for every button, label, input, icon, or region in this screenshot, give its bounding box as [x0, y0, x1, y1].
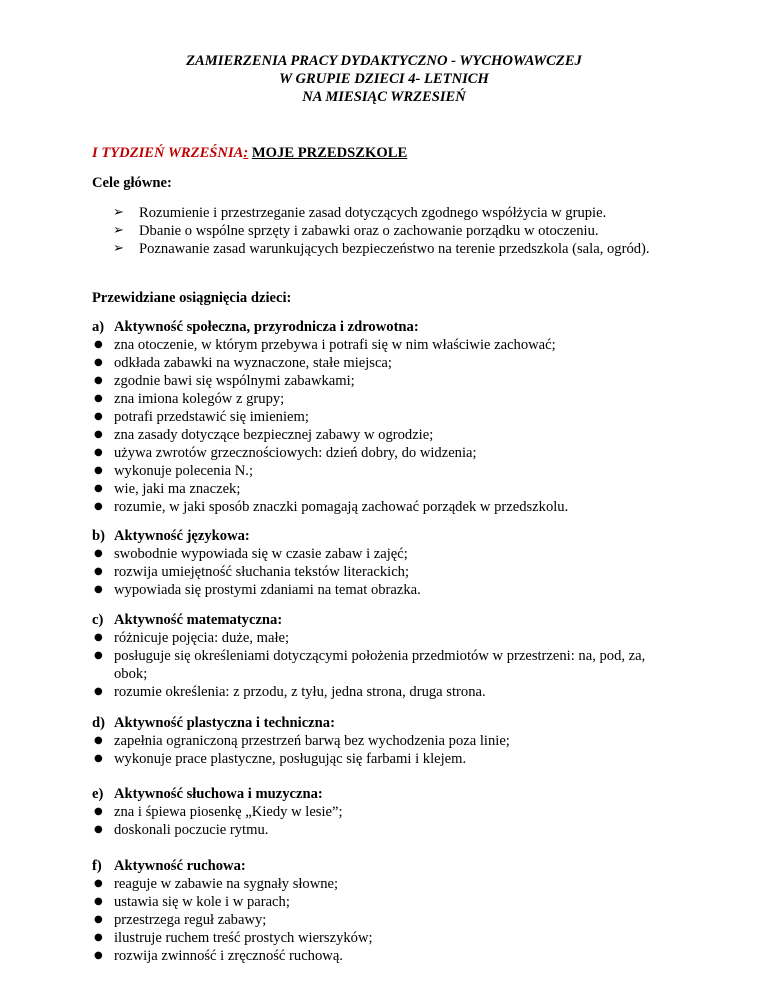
list-item: ● wykonuje polecenia N.; [94, 463, 254, 479]
list-item: ● rozumie, w jaki sposób znaczki pomagają zachować porządek w przedszkolu. [94, 499, 569, 515]
list-item: ● doskonali poczucie rytmu. [94, 822, 269, 838]
section-list [92, 336, 672, 516]
bullet-icon: ● [94, 753, 103, 764]
list-item: ● różnicuje pojęcia: duże, małe; [94, 630, 290, 646]
list-item: ● zna imiona kolegów z grupy; [94, 391, 285, 407]
bullet-icon: ● [94, 878, 103, 889]
arrow-bullet-icon: ➢ [113, 241, 124, 256]
list-item: ● zna i śpiewa piosenkę „Kiedy w lesie”; [94, 804, 343, 820]
achievement-section-c [92, 611, 672, 701]
bullet-icon: ● [94, 465, 103, 476]
list-item: ● reaguje w zabawie na sygnały słowne; [94, 876, 339, 892]
document-title-line-2: W GRUPIE DZIECI 4- LETNICH [279, 71, 489, 87]
section-heading: c) Aktywność matematyczna: [92, 612, 283, 628]
goal-item: ➢ Rozumienie i przestrzeganie zasad dotyczących zgodnego współżycia w grupie. [113, 205, 607, 221]
bullet-icon: ● [94, 393, 103, 404]
bullet-icon: ● [94, 501, 103, 512]
list-item: ● wie, jaki ma znaczek; [94, 481, 241, 497]
achievement-section-e [92, 785, 672, 839]
achievement-section-f [92, 857, 672, 965]
bullet-icon: ● [94, 950, 103, 961]
bullet-icon: ● [94, 932, 103, 943]
goals-list [113, 204, 673, 258]
document-title-line-3: NA MIESIĄC WRZESIEŃ [302, 89, 466, 105]
section-heading: a) Aktywność społeczna, przyrodnicza i zdrowotna: [92, 319, 419, 335]
week-label: I TYDZIEŃ WRZEŚNIA [92, 145, 244, 161]
bullet-icon: ● [94, 429, 103, 440]
bullet-icon: ● [94, 650, 103, 661]
section-list [92, 629, 672, 701]
bullet-icon: ● [94, 447, 103, 458]
list-item: ● zna zasady dotyczące bezpiecznej zabawy w ogrodzie; [94, 427, 434, 443]
goal-item: ➢ Poznawanie zasad warunkujących bezpieczeństwo na terenie przedszkola (sala, ogród). [113, 241, 650, 257]
achievements-heading: Przewidziane osiągnięcia dzieci: [92, 290, 292, 306]
section-list [92, 875, 672, 965]
bullet-icon: ● [94, 548, 103, 559]
bullet-icon: ● [94, 735, 103, 746]
section-heading: b) Aktywność językowa: [92, 528, 250, 544]
list-item: ● przestrzega reguł zabawy; [94, 912, 267, 928]
list-item: ● ustawia się w kole i w parach; [94, 894, 290, 910]
bullet-icon: ● [94, 632, 103, 643]
achievement-section-d [92, 714, 672, 768]
bullet-icon: ● [94, 566, 103, 577]
week-heading [92, 145, 407, 162]
list-item: ● odkłada zabawki na wyznaczone, stałe miejsca; [94, 355, 392, 371]
list-item: ● potrafi przedstawić się imieniem; [94, 409, 309, 425]
list-item: ● rozwija umiejętność słuchania tekstów literackich; [94, 564, 410, 580]
section-list [92, 732, 672, 768]
section-heading: f) Aktywność ruchowa: [92, 858, 246, 874]
bullet-icon: ● [94, 914, 103, 925]
arrow-bullet-icon: ➢ [113, 223, 124, 238]
section-heading: d) Aktywność plastyczna i techniczna: [92, 715, 335, 731]
arrow-bullet-icon: ➢ [113, 205, 124, 220]
list-item: ● ilustruje ruchem treść prostych wierszyków; [94, 930, 373, 946]
achievement-section-b [92, 527, 672, 599]
list-item: ● swobodnie wypowiada się w czasie zabaw i zajęć; [94, 546, 408, 562]
bullet-icon: ● [94, 339, 103, 350]
bullet-icon: ● [94, 483, 103, 494]
list-item: ● zna otoczenie, w którym przebywa i potrafi się w nim właściwie zachować; [94, 337, 556, 353]
list-item: ● rozwija zwinność i zręczność ruchową. [94, 948, 343, 964]
list-item: ● używa zwrotów grzecznościowych: dzień dobry, do widzenia; [94, 445, 477, 461]
week-colon: : [243, 145, 249, 161]
goal-item: ➢ Dbanie o wspólne sprzęty i zabawki oraz o zachowanie porządku w otoczeniu. [113, 223, 599, 239]
bullet-icon: ● [94, 584, 103, 595]
bullet-icon: ● [94, 896, 103, 907]
achievement-section-a [92, 318, 672, 516]
section-heading: e) Aktywność słuchowa i muzyczna: [92, 786, 323, 802]
list-item: ● wykonuje prace plastyczne, posługując się farbami i klejem. [94, 751, 467, 767]
goals-heading: Cele główne: [92, 175, 172, 191]
list-item: ● zgodnie bawi się wspólnymi zabawkami; [94, 373, 355, 389]
section-list [92, 545, 672, 599]
bullet-icon: ● [94, 686, 103, 697]
bullet-icon: ● [94, 411, 103, 422]
section-list [92, 803, 672, 839]
bullet-icon: ● [94, 824, 103, 835]
list-item: ● rozumie określenia: z przodu, z tyłu, jedna strona, druga strona. [94, 684, 486, 700]
bullet-icon: ● [94, 375, 103, 386]
list-item: ● zapełnia ograniczoną przestrzeń barwą bez wychodzenia poza linie; [94, 733, 510, 749]
bullet-icon: ● [94, 357, 103, 368]
document-title-line-1: ZAMIERZENIA PRACY DYDAKTYCZNO - WYCHOWAWCZEJ [186, 53, 582, 69]
bullet-icon: ● [94, 806, 103, 817]
list-item: ● wypowiada się prostymi zdaniami na temat obrazka. [94, 582, 421, 598]
week-theme: MOJE PRZEDSZKOLE [251, 145, 408, 161]
list-item: ● posługuje się określeniami dotyczącymi położenia przedmiotów w przestrzeni: na, pod, za, obok; [94, 648, 646, 682]
